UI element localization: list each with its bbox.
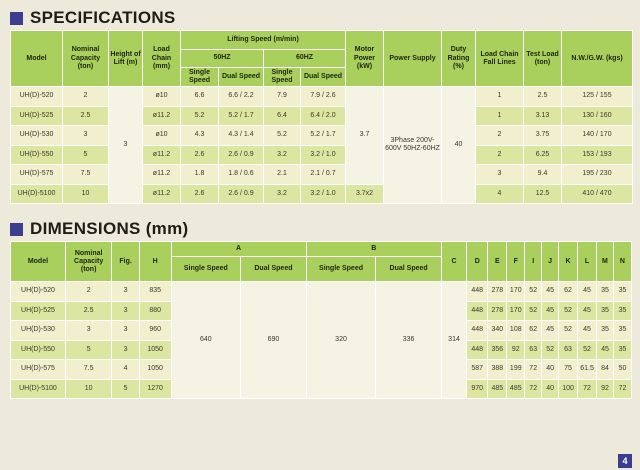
- dim-header-f: F: [507, 242, 525, 282]
- dim-l: 72: [578, 379, 597, 399]
- dim-n: 35: [613, 340, 631, 360]
- spec-row: [11, 145, 633, 165]
- spec-60hz-single: 2.1: [264, 165, 301, 185]
- spec-test-load: 2.5: [524, 87, 562, 107]
- spec-50hz-dual: 5.2 / 1.7: [219, 106, 264, 126]
- dim-model: UH(D)-575: [11, 360, 66, 380]
- spec-weight: 410 / 470: [562, 184, 633, 204]
- spec-model: UH(D)-530: [11, 126, 63, 146]
- spec-50hz-single: 2.6: [181, 145, 219, 165]
- specifications-heading: [10, 6, 632, 30]
- dim-l: 45: [578, 282, 597, 302]
- dim-m: 84: [597, 360, 614, 380]
- spec-header-supply: Power Supply: [384, 31, 442, 87]
- dim-f: 485: [507, 379, 525, 399]
- dim-j: 52: [542, 340, 559, 360]
- dim-header-e: E: [488, 242, 507, 282]
- spec-fall-lines: 4: [476, 184, 524, 204]
- dim-capacity: 5: [65, 340, 111, 360]
- spec-duty-rating: 40: [442, 87, 476, 204]
- dim-h: 1050: [139, 340, 171, 360]
- dim-model: UH(D)-525: [11, 301, 66, 321]
- spec-header-chain: Load Chain (mm): [143, 31, 181, 87]
- dim-fig: 3: [112, 340, 139, 360]
- dim-j: 45: [542, 282, 559, 302]
- dim-header-fig: Fig.: [112, 242, 139, 282]
- spec-capacity: 5: [63, 145, 109, 165]
- dim-header-a-single: Single Speed: [171, 257, 241, 282]
- spec-row: [11, 87, 633, 107]
- dim-k: 63: [559, 340, 578, 360]
- dim-k: 52: [559, 301, 578, 321]
- dim-n: 72: [613, 379, 631, 399]
- spec-height-of-lift: 3: [109, 87, 143, 204]
- dim-d: 448: [467, 340, 488, 360]
- spec-header-weight: N.W./G.W. (kgs): [562, 31, 633, 87]
- dim-header-n: N: [613, 242, 631, 282]
- spec-weight: 195 / 230: [562, 165, 633, 185]
- spec-fall-lines: 1: [476, 87, 524, 107]
- spec-60hz-dual: 6.4 / 2.0: [301, 106, 346, 126]
- dim-header-a: A: [171, 242, 306, 257]
- spec-60hz-single: 5.2: [264, 126, 301, 146]
- dim-header-b-dual: Dual Speed: [376, 257, 441, 282]
- section-bullet-icon: [10, 223, 23, 236]
- dim-k: 62: [559, 282, 578, 302]
- dim-i: 52: [525, 282, 542, 302]
- spec-chain: ø11.2: [143, 145, 181, 165]
- spec-row: [11, 126, 633, 146]
- dim-row: [11, 282, 632, 302]
- specifications-title: SPECIFICATIONS: [30, 8, 176, 27]
- dim-h: 1050: [139, 360, 171, 380]
- dim-m: 35: [597, 301, 614, 321]
- dim-j: 40: [542, 379, 559, 399]
- spec-model: UH(D)-550: [11, 145, 63, 165]
- spec-test-load: 12.5: [524, 184, 562, 204]
- dim-header-a-dual: Dual Speed: [241, 257, 306, 282]
- spec-header-lifting-speed: Lifting Speed (m/min): [181, 31, 346, 50]
- dim-f: 170: [507, 282, 525, 302]
- spec-60hz-single: 6.4: [264, 106, 301, 126]
- spec-weight: 130 / 160: [562, 106, 633, 126]
- dim-i: 63: [525, 340, 542, 360]
- dim-header-b: B: [306, 242, 441, 257]
- dim-capacity: 7.5: [65, 360, 111, 380]
- spec-header-60hz-dual: Dual Speed: [301, 68, 346, 87]
- spec-capacity: 2.5: [63, 106, 109, 126]
- spec-row: [11, 165, 633, 185]
- dim-n: 50: [613, 360, 631, 380]
- spec-60hz-dual: 3.2 / 1.0: [301, 145, 346, 165]
- spec-60hz-single: 3.2: [264, 184, 301, 204]
- spec-fall-lines: 2: [476, 126, 524, 146]
- dim-a-single: 640: [171, 282, 241, 399]
- spec-capacity: 3: [63, 126, 109, 146]
- dim-header-i: I: [525, 242, 542, 282]
- spec-60hz-dual: 3.2 / 1.0: [301, 184, 346, 204]
- dim-j: 45: [542, 301, 559, 321]
- spec-weight: 153 / 193: [562, 145, 633, 165]
- dim-header-c: C: [441, 242, 466, 282]
- dim-l: 45: [578, 321, 597, 341]
- spec-50hz-dual: 2.6 / 0.9: [219, 145, 264, 165]
- spec-header-duty: Duty Rating (%): [442, 31, 476, 87]
- dim-header-j: J: [542, 242, 559, 282]
- spec-50hz-single: 4.3: [181, 126, 219, 146]
- page-number: 4: [618, 454, 632, 468]
- spec-header-motor: Motor Power (kW): [346, 31, 384, 87]
- dim-capacity: 3: [65, 321, 111, 341]
- dim-l: 45: [578, 301, 597, 321]
- dim-fig: 5: [112, 379, 139, 399]
- dim-fig: 3: [112, 301, 139, 321]
- dim-n: 35: [613, 282, 631, 302]
- dim-d: 587: [467, 360, 488, 380]
- dim-n: 35: [613, 321, 631, 341]
- spec-60hz-single: 7.9: [264, 87, 301, 107]
- dim-capacity: 2.5: [65, 301, 111, 321]
- spec-test-load: 3.13: [524, 106, 562, 126]
- dim-i: 62: [525, 321, 542, 341]
- dim-l: 52: [578, 340, 597, 360]
- dim-d: 970: [467, 379, 488, 399]
- dim-l: 61.5: [578, 360, 597, 380]
- spec-chain: ø11.2: [143, 165, 181, 185]
- dim-e: 278: [488, 282, 507, 302]
- dim-f: 108: [507, 321, 525, 341]
- spec-50hz-dual: 4.3 / 1.4: [219, 126, 264, 146]
- spec-50hz-single: 1.8: [181, 165, 219, 185]
- dim-model: UH(D)-5100: [11, 379, 66, 399]
- dim-m: 45: [597, 340, 614, 360]
- dim-fig: 3: [112, 282, 139, 302]
- dim-m: 35: [597, 282, 614, 302]
- dim-e: 340: [488, 321, 507, 341]
- dim-d: 448: [467, 282, 488, 302]
- dim-header-b-single: Single Speed: [306, 257, 376, 282]
- dim-f: 92: [507, 340, 525, 360]
- spec-model: UH(D)-520: [11, 87, 63, 107]
- spec-capacity: 7.5: [63, 165, 109, 185]
- dim-e: 388: [488, 360, 507, 380]
- dim-i: 72: [525, 379, 542, 399]
- dim-fig: 4: [112, 360, 139, 380]
- spec-header-50hz-dual: Dual Speed: [219, 68, 264, 87]
- spec-weight: 125 / 155: [562, 87, 633, 107]
- spec-fall-lines: 3: [476, 165, 524, 185]
- spec-header-50hz-single: Single Speed: [181, 68, 219, 87]
- spec-capacity: 10: [63, 184, 109, 204]
- dim-capacity: 2: [65, 282, 111, 302]
- spec-header-height: Height of Lift (m): [109, 31, 143, 87]
- dim-m: 92: [597, 379, 614, 399]
- dim-h: 835: [139, 282, 171, 302]
- spec-header-60hz-single: Single Speed: [264, 68, 301, 87]
- dim-h: 880: [139, 301, 171, 321]
- dim-b-single: 320: [306, 282, 376, 399]
- dim-k: 52: [559, 321, 578, 341]
- spec-chain: ø10: [143, 126, 181, 146]
- spec-weight: 140 / 170: [562, 126, 633, 146]
- spec-motor-power: 3.7: [346, 87, 384, 185]
- spec-header-model: Model: [11, 31, 63, 87]
- spec-50hz-single: 5.2: [181, 106, 219, 126]
- spec-power-supply: 3Phase 200V-600V 50HZ-60HZ: [384, 87, 442, 204]
- dim-h: 1270: [139, 379, 171, 399]
- dim-k: 100: [559, 379, 578, 399]
- dim-b-dual: 336: [376, 282, 441, 399]
- dim-j: 40: [542, 360, 559, 380]
- spec-50hz-single: 6.6: [181, 87, 219, 107]
- spec-model: UH(D)-575: [11, 165, 63, 185]
- spec-header-test-load: Test Load (ton): [524, 31, 562, 87]
- spec-chain: ø11.2: [143, 184, 181, 204]
- spec-50hz-dual: 6.6 / 2.2: [219, 87, 264, 107]
- spec-fall-lines: 1: [476, 106, 524, 126]
- dim-fig: 3: [112, 321, 139, 341]
- dim-model: UH(D)-520: [11, 282, 66, 302]
- spec-60hz-dual: 5.2 / 1.7: [301, 126, 346, 146]
- spec-header-fall-lines: Load Chain Fall Lines: [476, 31, 524, 87]
- spec-fall-lines: 2: [476, 145, 524, 165]
- dim-header-m: M: [597, 242, 614, 282]
- spec-model: UH(D)-525: [11, 106, 63, 126]
- dim-i: 52: [525, 301, 542, 321]
- dim-d: 448: [467, 321, 488, 341]
- dim-header-d: D: [467, 242, 488, 282]
- spec-50hz-dual: 1.8 / 0.6: [219, 165, 264, 185]
- dim-a-dual: 690: [241, 282, 306, 399]
- spec-model: UH(D)-5100: [11, 184, 63, 204]
- dimensions-title: DIMENSIONS (mm): [30, 219, 189, 239]
- spec-test-load: 3.75: [524, 126, 562, 146]
- dim-e: 356: [488, 340, 507, 360]
- dim-header-model: Model: [11, 242, 66, 282]
- dim-f: 199: [507, 360, 525, 380]
- dim-i: 72: [525, 360, 542, 380]
- spec-50hz-dual: 2.6 / 0.9: [219, 184, 264, 204]
- spec-motor-power-dual: 3.7x2: [346, 184, 384, 204]
- dim-j: 45: [542, 321, 559, 341]
- spec-60hz-dual: 7.9 / 2.6: [301, 87, 346, 107]
- dim-k: 75: [559, 360, 578, 380]
- spec-header-60hz: 60HZ: [264, 50, 346, 68]
- dim-e: 485: [488, 379, 507, 399]
- spec-row: [11, 106, 633, 126]
- dim-c: 314: [441, 282, 466, 399]
- spec-chain: ø10: [143, 87, 181, 107]
- dim-d: 448: [467, 301, 488, 321]
- dim-model: UH(D)-550: [11, 340, 66, 360]
- spec-60hz-single: 3.2: [264, 145, 301, 165]
- specifications-table: [10, 30, 633, 204]
- spec-chain: ø11.2: [143, 106, 181, 126]
- dimensions-heading: [10, 217, 632, 241]
- dim-capacity: 10: [65, 379, 111, 399]
- dim-header-h: H: [139, 242, 171, 282]
- spec-capacity: 2: [63, 87, 109, 107]
- dim-n: 35: [613, 301, 631, 321]
- dim-header-l: L: [578, 242, 597, 282]
- dim-e: 278: [488, 301, 507, 321]
- dimensions-table: [10, 241, 632, 399]
- spec-row: [11, 184, 633, 204]
- spec-header-capacity: Nominal Capacity (ton): [63, 31, 109, 87]
- spec-test-load: 9.4: [524, 165, 562, 185]
- section-bullet-icon: [10, 12, 23, 25]
- spec-test-load: 6.25: [524, 145, 562, 165]
- dim-header-capacity: Nominal Capacity (ton): [65, 242, 111, 282]
- dim-f: 170: [507, 301, 525, 321]
- dim-h: 960: [139, 321, 171, 341]
- spec-header-50hz: 50HZ: [181, 50, 264, 68]
- dim-header-k: K: [559, 242, 578, 282]
- dim-m: 35: [597, 321, 614, 341]
- spec-50hz-single: 2.6: [181, 184, 219, 204]
- spec-60hz-dual: 2.1 / 0.7: [301, 165, 346, 185]
- dim-model: UH(D)-530: [11, 321, 66, 341]
